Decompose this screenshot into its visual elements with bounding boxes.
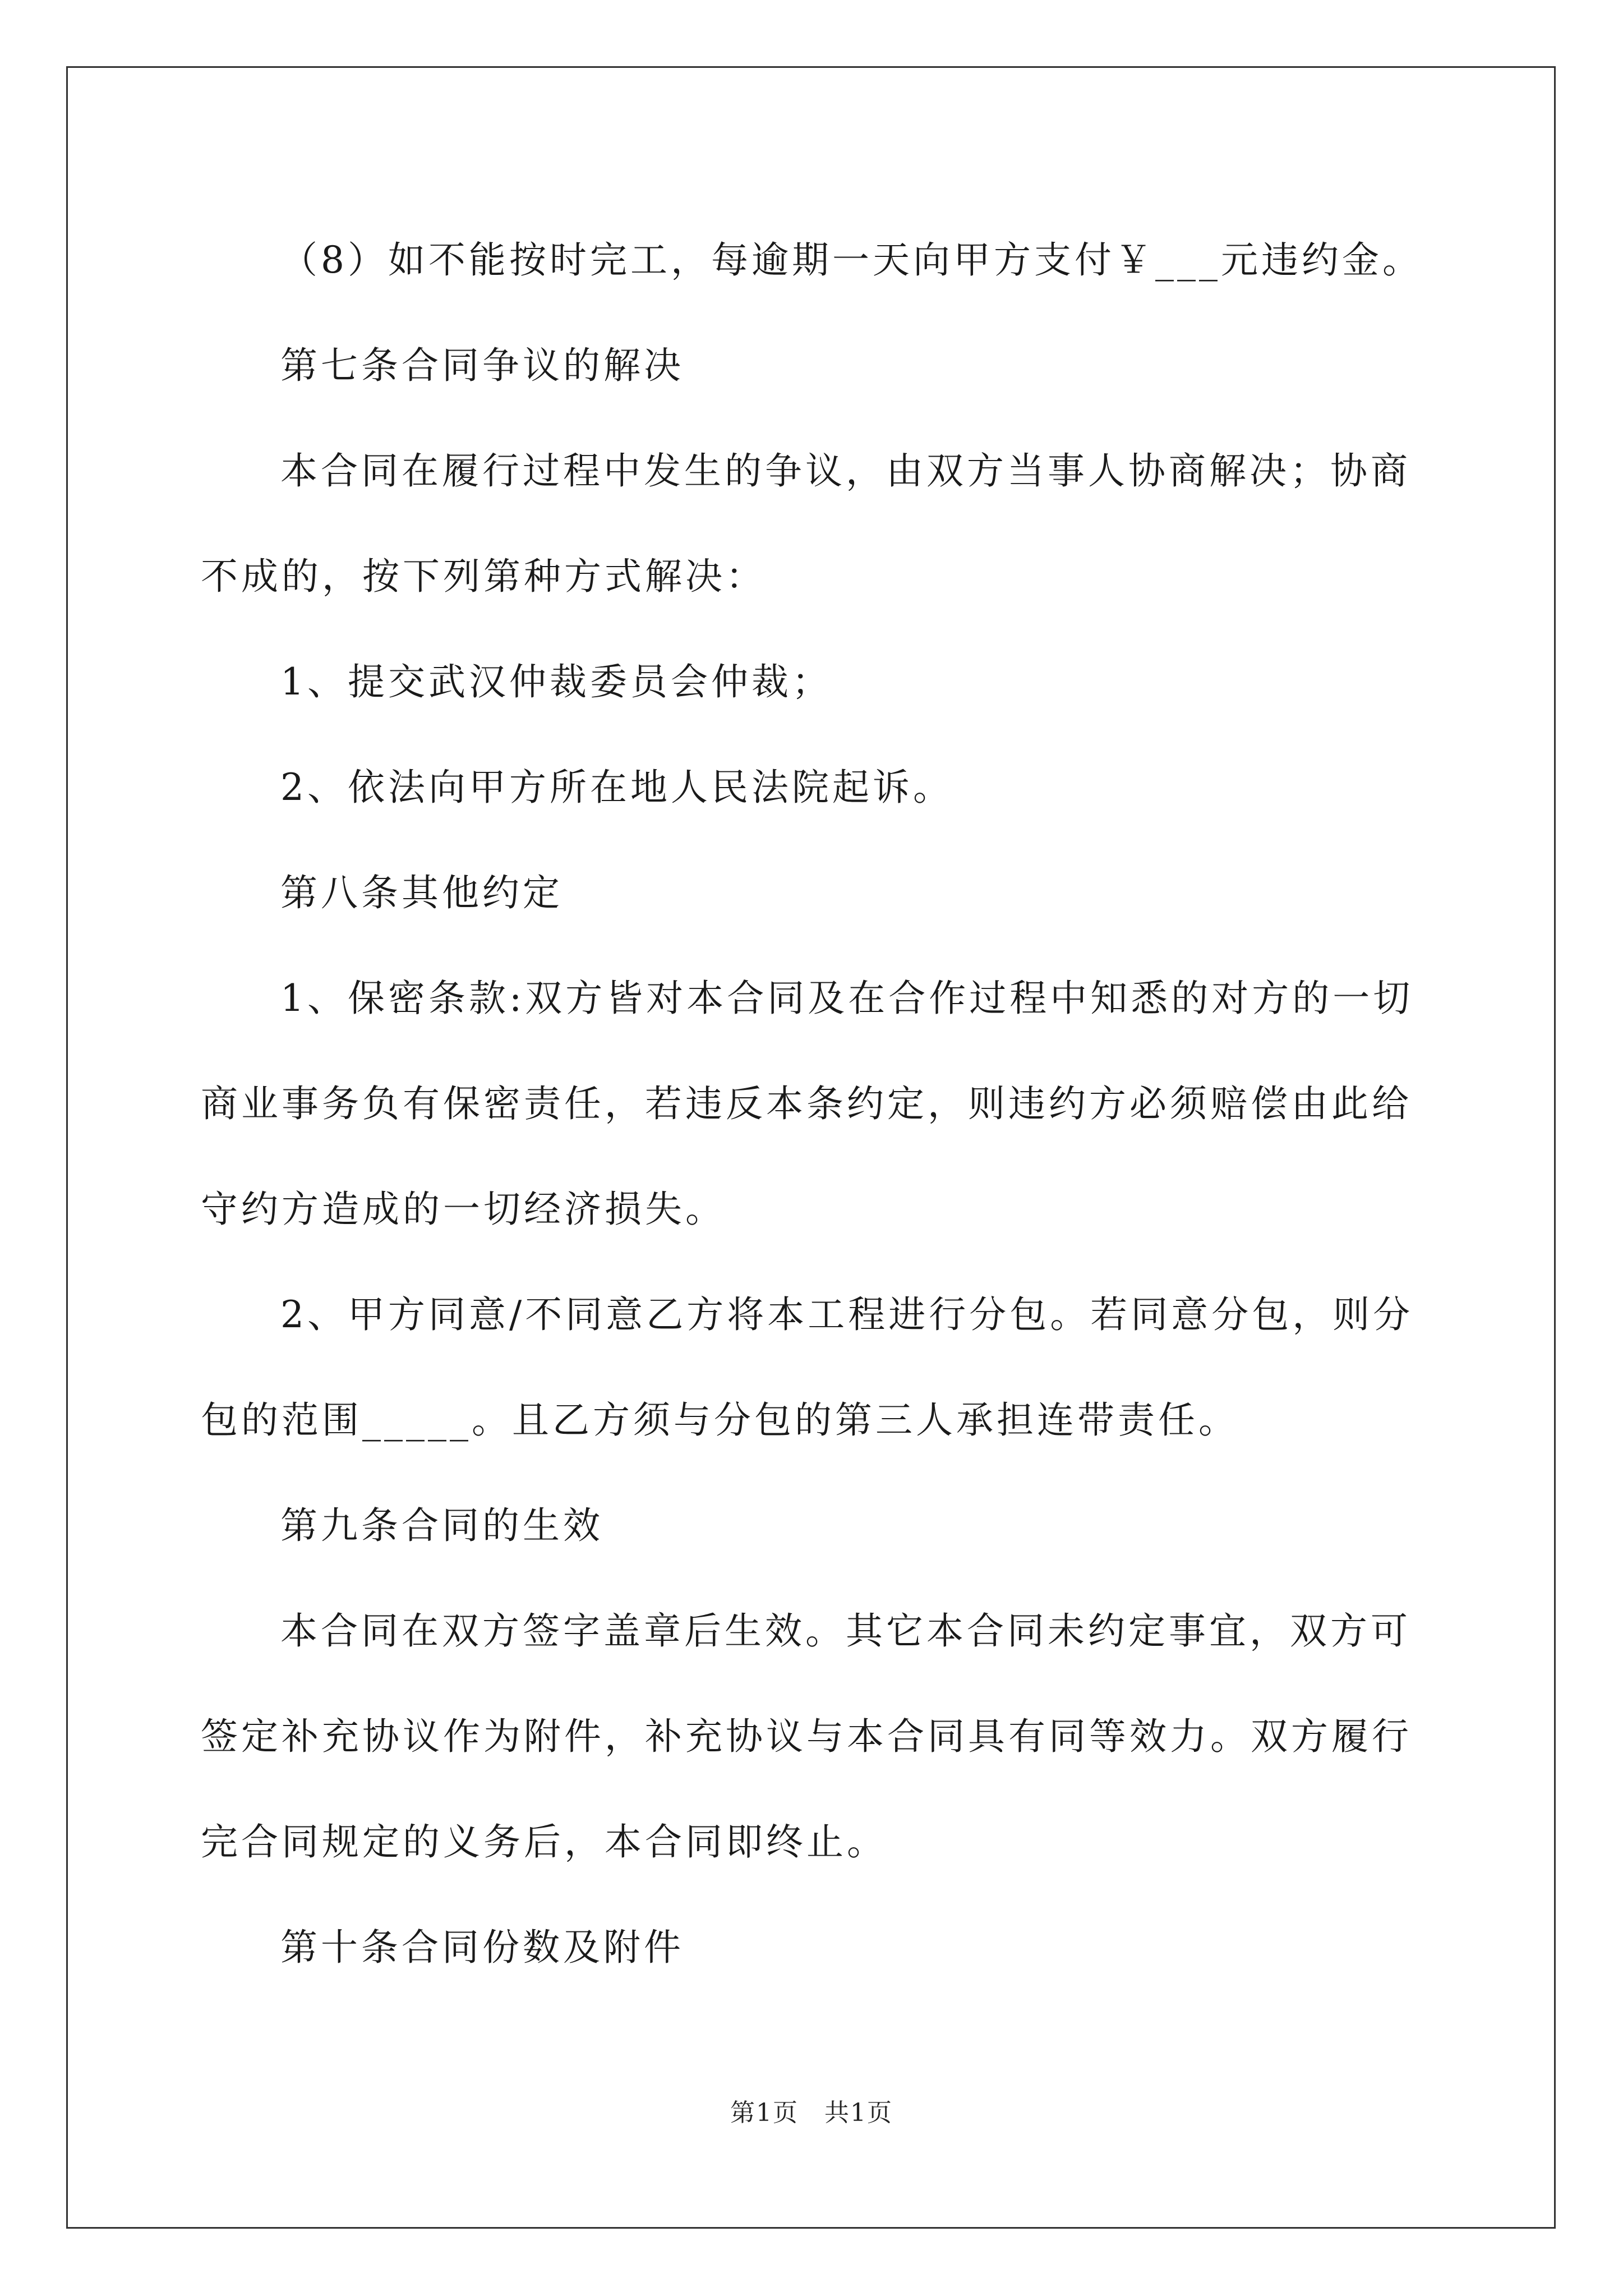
heading-article-10: 第十条合同份数及附件 <box>280 1926 684 1969</box>
document-body <box>201 208 1429 2000</box>
paragraph-penalty-clause: （8）如不能按时完工，每逾期一天向甲方支付￥___元违约金。 <box>280 238 1423 282</box>
list-item-confidentiality: 1、保密条款:双方皆对本合同及在合作过程中知悉的对方的一切商业事务负有保密责任，若违反本条约定，则违约方必须赔偿由此给守约方造成的一切经济损失。 <box>201 977 1414 1231</box>
paragraph-dispute-resolution: 本合同在履行过程中发生的争议，由双方当事人协商解决；协商不成的，按下列第种方式解决： <box>201 449 1411 598</box>
heading-article-8: 第八条其他约定 <box>280 871 563 914</box>
heading-article-9: 第九条合同的生效 <box>280 1504 603 1547</box>
paragraph-effectiveness: 本合同在双方签字盖章后生效。其它本合同未约定事宜，双方可签定补充协议作为附件，补充协议与本合同具有同等效力。双方履行完合同规定的义务后，本合同即终止。 <box>201 1609 1412 1864</box>
list-item-subcontracting: 2、甲方同意/不同意乙方将本工程进行分包。若同意分包，则分包的范围_____。且乙方须与分包的第三人承担连带责任。 <box>201 1293 1414 1442</box>
heading-article-7: 第七条合同争议的解决 <box>280 344 684 387</box>
list-item-arbitration: 1、提交武汉仲裁委员会仲裁； <box>280 660 832 703</box>
page-number-footer: 第1页 共1页 <box>730 2099 893 2127</box>
list-item-litigation: 2、依法向甲方所在地人民法院起诉。 <box>280 766 953 809</box>
